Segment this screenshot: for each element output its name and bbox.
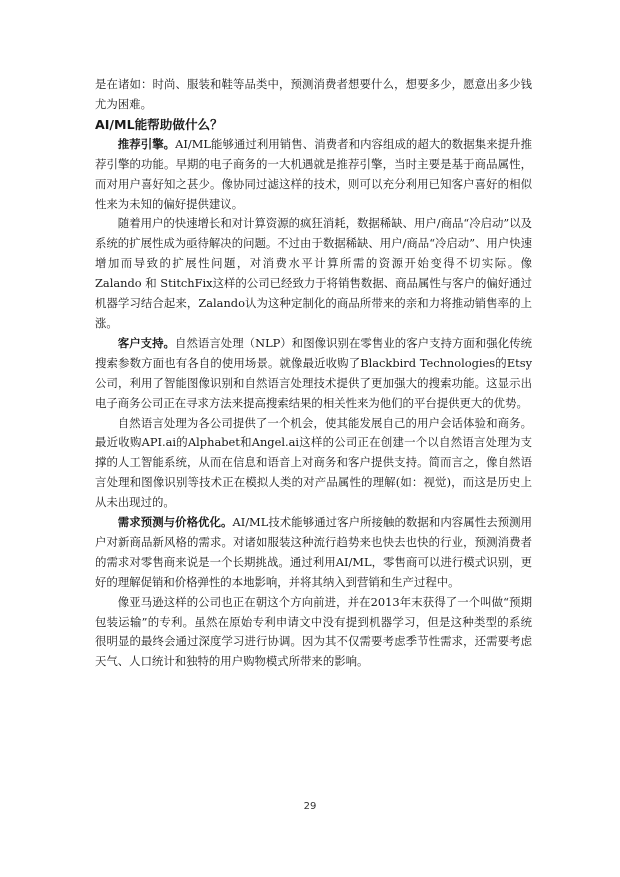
amazon-patent-paragraph: 像亚马逊这样的公司也正在朝这个方向前进，并在2013年末获得了一个叫做“预期包装运输”的专利。虽然在原始专利申请文中没有提到机器学习，但是这种类型的系统很明显的最终会通过深度学习进行协调。因为其不仅需要考虑季节性需求，还需要考虑天气、人口统计和独特的用户购物模式所带来的影响。 bbox=[95, 594, 532, 669]
recommendation-lead: 推荐引擎。 bbox=[117, 136, 176, 151]
demand-forecasting-paragraph bbox=[95, 513, 532, 593]
nlp-paragraph: 自然语言处理为各公司提供了一个机会，使其能发展自己的用户会话体验和商务。最近收购API.ai的Alphabet和Angel.ai这样的公司正在创建一个以自然语言处理为支撑的人工智能系统，从而在信息和语音上对商务和客户提供支持。简而言之，像自然语言处理和图像识别等技术正在模拟人类的对产品属性的理解(如：视觉)，而这是历史上从未出现过的。 bbox=[95, 415, 532, 510]
recommendation-paragraph bbox=[95, 135, 532, 215]
intro-continuation-paragraph: 是在诸如：时尚、服装和鞋等品类中，预测消费者想要什么，想要多少，愿意出多少钱尤为困难。 bbox=[95, 77, 532, 111]
customer-support-text: 自然语言处理（NLP）和图像识别在零售业的客户支持方面和强化传统搜索参数方面也有各自的使用场景。就像最近收购了Blackbird Technologies的Etsy公司，利用了智能图像识别和自然语言处理技术提供了更加强大的搜索功能。这显示出电子商务公司正在寻求方法来提高搜索结果的相关性来为他们的平台提供更大的优势。 bbox=[95, 335, 532, 410]
page-body bbox=[95, 75, 532, 672]
demand-forecasting-lead: 需求预测与价格优化。 bbox=[117, 515, 233, 530]
page-number: 29 bbox=[303, 801, 317, 812]
recommendation-text: AI/ML能够通过利用销售、消费者和内容组成的超大的数据集来提升推荐引擎的功能。早期的电子商务的一大机遇就是推荐引擎，当时主要是基于商品属性，而对用户喜好知之甚少。像协同过滤这样的技术，则可以充分利用已知客户喜好的相似性来为未知的偏好提供建议。 bbox=[95, 136, 532, 211]
customer-support-paragraph bbox=[95, 334, 532, 414]
section-heading: AI/ML能帮助做什么？ bbox=[95, 116, 223, 132]
customer-support-lead: 客户支持。 bbox=[117, 335, 176, 350]
scalability-paragraph: 随着用户的快速增长和对计算资源的疯狂消耗，数据稀缺、用户/商品“冷启动”以及系统的扩展性成为亟待解决的问题。不过由于数据稀缺、用户/商品“冷启动”、用户快速增加而导致的扩展性问题，对消费水平计算所需的资源开始变得不切实际。像 Zalando 和 StitchFix这样的公司已经致力于将销售数据、商品属性与客户的偏好通过机器学习结合起来，Zalando认为这种定制化的商品所带来的亲和力将推动销售率的上涨。 bbox=[95, 216, 532, 330]
demand-forecasting-text: AI/ML技术能够通过客户所接触的数据和内容属性去预测用户对新商品新风格的需求。对诸如服装这种流行趋势来也快去也快的行业，预测消费者的需求对零售商来说是一个长期挑战。通过利用AI/ML，零售商可以进行模式识别，更好的理解促销和价格弹性的本地影响，并将其纳入到营销和生产过程中。 bbox=[95, 515, 532, 589]
